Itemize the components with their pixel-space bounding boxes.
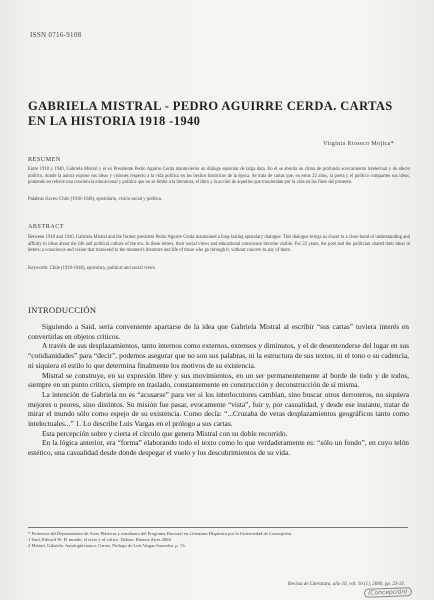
footnote: * Profesora del Departamento de Artes Plásticas y estudiante del Programa Doctoral en Literatura Hispánica por la Universidad de Concepción. bbox=[28, 531, 293, 536]
abstract-text: Between 1918 and 1940, Gabriela Mistral and the former president Pedro Aguirre Cerda maintained a long-lasting epistolary dialogue. This dialogue brings us closer to a close bond of understanding and affinity in ideas about the life and political culture of the era. In these letters, their social views and educational conscience become visible. For 22 years, the poet and the politician shared their ideas in letters; a conscience and vision that transcend to the moment's literature and life of those who go through it, without concern to any of them. bbox=[28, 235, 410, 253]
paragraph: Siguiendo a Said, sería conveniente apartarse de la idea que Gabriela Mistral al escribir “sus cartas” tuviera interés en convertirlas en objetos críticos. bbox=[28, 322, 409, 341]
keywords: Keywords: Chile (1918-1940), epistolary, political and social views. bbox=[28, 266, 157, 271]
footnote: 1 Said, Edward W. El mundo, el texto y el crítico. Debate, Buenos Aires 2004. bbox=[28, 537, 172, 542]
handwritten-annotation: (Concepción) bbox=[364, 587, 412, 598]
footnote: 2 Mistral, Gabriela. Antología mayor. Cartas, Prólogo de Luis Vargas Saavedra, p. 13. bbox=[28, 543, 186, 548]
paragraph: Mistral se construye, en su expresión libre y sus movimientos, en un ser permanentemente al borde de todo y de todos, siempre en un punto crítico, siempre en traslado, constantemente en construcción y deconstrucción de sí misma. bbox=[28, 370, 409, 390]
footnotes bbox=[28, 527, 408, 549]
abstract-heading: ABSTRACT bbox=[28, 224, 65, 230]
paragraph: En la lógica anterior, era “forma” elaborando todo el texto como lo que verdaderamente es: “sólo un fondo”, en cuyo telón estético, una casualidad desde donde despegar el vuelo y los descubrimientos de su vida. bbox=[28, 438, 409, 458]
section-heading-introduccion: INTRODUCCIÓN bbox=[28, 305, 97, 315]
journal-reference: Revista de Literatura, año 16, vol. 16 (1), 2006, pp. 23-35 bbox=[287, 582, 404, 587]
resumen-text: Entre 1918 y 1940, Gabriela Mistral y el ex Presidente Pedro Aguirre Cerda mantuvieron un diálogo epistolar de larga data. En él se aborda un clima de profundo acercamiento intelectual y de afecto político, donde la autora expone sus ideas y visiones respecto a la vida política en los hechos históricos de la época. Se trata de cartas que, en estos 22 años, la poeta y el político comparten sus ideas, poniendo en relieve una conciencia educacional y política que no se limita a la literatura, el libro y la acción de aquellos que trasciendan por la vida en los fines del presente. bbox=[28, 167, 410, 185]
body-text bbox=[28, 322, 409, 458]
palabras-clave: Palabras claves: Chile (1918-1940), epistolario, visión social y política. bbox=[28, 197, 162, 202]
paragraph: La intención de Gabriela no es “acusarse” para ver si los interlocutores cambian, sino buscar otros derroteros, no siquiera mejores o peores, sino distintos. Su misión fue pasar, evocamente “vista”, fuir y, por casualidad, y desde ese instante, tratar de mirar el mundo sólo como espejo de su existencia. Como decía: “...Cruzaba de veras desplazamientos geográficos tanto como intelectuales...” 1. Lo describe Luis Vargas en el prólogo a sus cartas. bbox=[28, 389, 409, 429]
author-name: Virginia Rioseco Mojica* bbox=[323, 140, 394, 147]
article-title: GABRIELA MISTRAL - PEDRO AGUIRRE CERDA. CARTAS EN LA HISTORIA 1918 -1940 bbox=[28, 99, 393, 128]
paragraph: A través de sus desplazamientos, tanto internos como externos, extensos y diminutos, y el de desentenderse del lugar en sus “cotidianidades” para “decir”, podemos asegurar que no son sus palabras, ni la estructura de sus textos, ni el tono o su cadencia, ni siquiera el estilo lo que determina finalmente los motivos de su existencia. bbox=[28, 341, 409, 370]
resumen-heading: RESUMEN bbox=[28, 157, 61, 163]
issn-number: ISSN 0716-9108 bbox=[30, 31, 82, 39]
paragraph: Esta percepción sobre y cierta el círculo que genera Mistral con su doble recorrido. bbox=[42, 428, 288, 438]
